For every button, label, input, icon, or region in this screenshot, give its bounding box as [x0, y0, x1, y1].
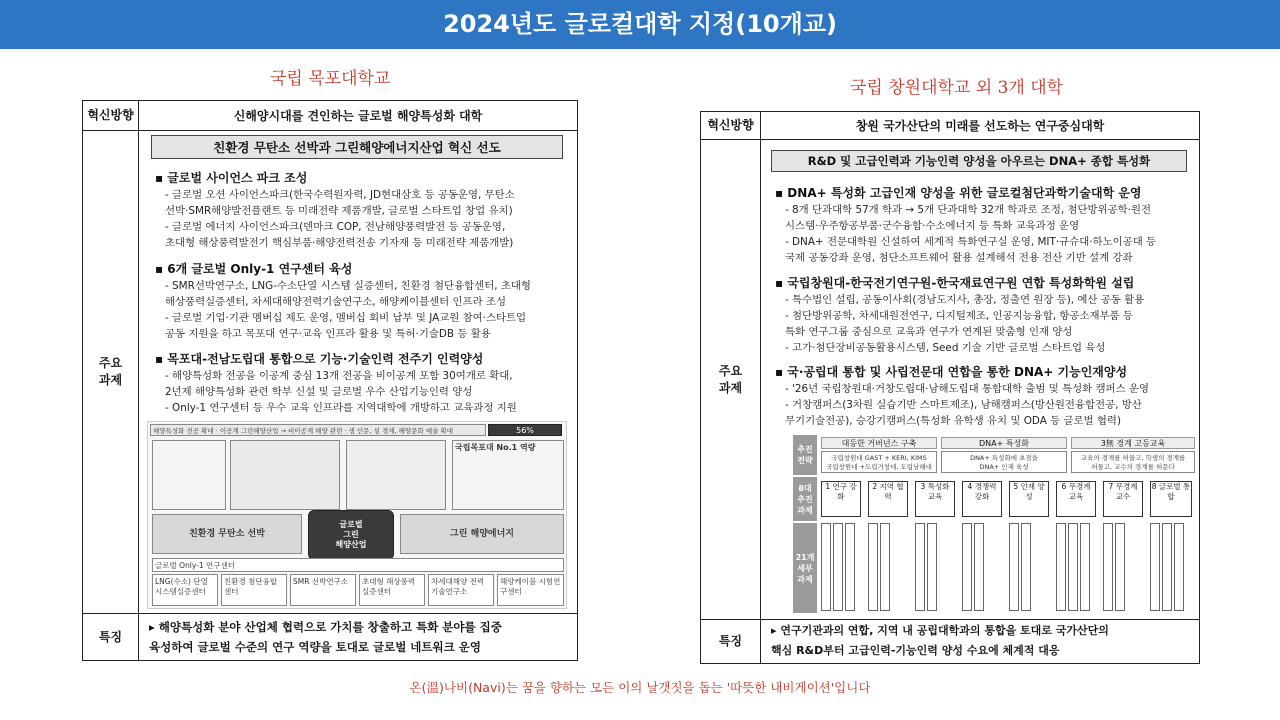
left-section-3-line-1: - 해양특성화 전공을 이공계 중심 13개 전공을 비이공계 포함 30여개로 확대, [165, 370, 513, 382]
diagram-strategy-3: 3無 경계 고등교육 [1071, 437, 1195, 449]
right-section-1-line-4: 국제 공동강좌 운영, 첨단소프트웨어 활용 설계해석 전용 전산 기반 설계 강좌 [785, 252, 1133, 264]
subtask-column [1115, 523, 1125, 611]
left-document [82, 100, 578, 661]
subtask-column [880, 523, 890, 611]
infographic-rank-title: 국립목포대 No.1 역량 [455, 443, 536, 452]
right-feature-label: 특징 [701, 620, 761, 663]
left-feature-line-1: ▸ 해양특성화 분야 산업체 협력으로 가치를 창출하고 특화 분야를 집중 [149, 620, 502, 634]
footer-tagline: 온(溫)나비(Navi)는 꿈을 향하는 모든 이의 날갯짓을 돕는 '따뜻한 내비게이션'입니다 [409, 680, 871, 695]
diagram-task-5: 5 인재 양성 [1009, 481, 1049, 517]
subtask-column [1174, 523, 1184, 611]
diagram-task-2: 2 지역 협력 [868, 481, 908, 517]
left-section-1-line-3: - 글로벌 에너지 사이언스파크(덴마크 COP, 전남해양풍력발전 등 공동운영, [165, 221, 506, 233]
left-feature-label: 특징 [83, 614, 139, 660]
left-direction-label: 혁신방향 [83, 101, 139, 130]
right-section-2-line-1: - 특수법인 설립, 공동이사회(경남도지사, 총장, 정출연 원장 등), 예산 공동 활용 [785, 294, 1145, 306]
subtask-column [915, 523, 925, 611]
subtask-column [1103, 523, 1113, 611]
infographic-map [230, 440, 340, 510]
right-section-3-line-2: - 거창캠퍼스(3차원 실습기반 스마트제조), 남해캠퍼스(방산원전융합전공, 방산 [785, 399, 1142, 411]
right-box-title: R&D 및 고급인력과 기능인력 양성을 아우르는 DNA+ 종합 특성화 [771, 150, 1187, 172]
right-feature-line-1: ▸ 연구기관과의 연합, 지역 내 공립대학과의 통합을 토대로 국가산단의 [771, 624, 1109, 637]
subtask-column [1068, 523, 1078, 611]
left-section-1-title: ▪ 글로벌 사이언스 파크 조성 [155, 171, 308, 185]
subtask-column [1009, 523, 1019, 611]
right-tasks-label: 주요 과제 [701, 140, 761, 619]
infographic-rank-panel [452, 440, 564, 510]
left-feature-line-2: 육성하여 글로벌 수준의 연구 역량을 토대로 글로벌 네트워크 운영 [149, 640, 481, 654]
infographic-center-text: 글로벌 그린 해양산업 [308, 510, 394, 560]
subtask-column [974, 523, 984, 611]
right-section-3-line-1: - '26년 국립창원대·거창도립대·남해도립대 통합대학 출범 및 특성화 캠퍼스 운영 [785, 383, 1150, 395]
right-diagram [793, 435, 1197, 615]
right-section-3-title: ▪ 국·공립대 통합 및 사립전문대 연합을 통한 DNA+ 기능인재양성 [775, 365, 1128, 379]
left-section-3-line-3: - Only-1 연구센터 등 우수 교육 인프라를 지역대학에 개방하고 교육과정 지원 [165, 402, 517, 414]
diagram-task-7: 7 무경계 교수 [1103, 481, 1143, 517]
right-section-1-title: ▪ DNA+ 특성화 고급인재 양성을 위한 글로컬첨단과학기술대학 운영 [775, 186, 1142, 200]
right-document [700, 111, 1200, 664]
subtask-column [868, 523, 878, 611]
left-section-1-line-4: 초대형 해상풍력발전기 핵심부품·해양전력전송 기자재 등 미래전략 제품개발) [165, 237, 514, 249]
infographic-center-2: 친환경 첨단융합센터 [221, 574, 287, 606]
left-direction-row [83, 101, 577, 131]
right-section-2-line-3: 특화 연구그룹 중심으로 교육과 연구가 연계된 맞춤형 인재 양성 [785, 326, 1073, 338]
diagram-task-4: 4 경쟁력 강화 [962, 481, 1002, 517]
diagram-row-label-1: 추진 전략 [793, 435, 817, 475]
left-tasks-label: 주요 과제 [83, 131, 139, 613]
right-section-1-line-2: 시스템·우주항공부품·군수융합·수소에너지 등 특화 교육과정 운영 [785, 220, 1080, 232]
diagram-row-label-2: 8대 추진 과제 [793, 477, 817, 521]
right-feature-row [701, 620, 1199, 663]
diagram-row-label-3: 21개 세부 과제 [793, 523, 817, 613]
subtask-column [821, 523, 831, 611]
left-section-3-title: ▪ 목포대-전남도립대 통합으로 기능·기술인력 전주기 인력양성 [155, 352, 484, 366]
right-section-3-line-3: 무기기술전공), 승강기캠퍼스(특성화 유학생 유치 및 ODA 등 글로벌 협력) [785, 415, 1121, 427]
left-tasks-row [83, 131, 577, 614]
infographic-banner: 해양특성화 전공 확대 · 이공계 그린해양산업 → 비이공계 해양 관련 · 생 인문, 섬 경제, 해양문화 예술 확대 [150, 424, 486, 436]
left-section-1-line-1: - 글로벌 오션 사이언스파크(한국수력원자력, JD현대삼호 등 공동운영, 무탄소 [165, 189, 515, 201]
right-section-2-line-2: - 첨단방위공학, 차세대원전연구, 디지털제조, 인공지능융합, 항공소재부품 등 [785, 310, 1133, 322]
diagram-subtask-columns [821, 523, 1193, 613]
diagram-task-3: 3 특성화 교육 [915, 481, 955, 517]
left-section-2-line-2: 해상풍력실증센터, 차세대해양전력기술연구소, 해양케이블센터 인프라 조성 [165, 296, 507, 308]
infographic-bottom-title: 글로벌 Only-1 연구센터 [152, 558, 564, 572]
right-direction-text: 창원 국가산단의 미래를 선도하는 연구중심대학 [855, 119, 1105, 133]
subtask-column [962, 523, 972, 611]
infographic-center-6: 해양케이블 시험연구센터 [497, 574, 564, 606]
subtask-column [1150, 523, 1160, 611]
right-university-heading: 국립 창원대학교 외 3개 대학 [850, 78, 1064, 98]
infographic-center-5: 차세대해양 전력기술연구소 [428, 574, 494, 606]
infographic-left-text: 친환경 무탄소 선박 [152, 514, 302, 554]
right-direction-label: 혁신방향 [701, 112, 761, 139]
right-section-2-line-4: - 고가·첨단장비공동활용시스템, Seed 기술 기반 글로벌 스타트업 육성 [785, 342, 1106, 354]
left-section-2-line-1: - SMR선박연구소, LNG-수소단열 시스템 실증센터, 친환경 첨단융합센터, 초대형 [165, 280, 531, 292]
left-section-2-line-3: - 글로벌 기업·기관 멤버십 제도 운영, 멤버십 회비 납부 및 JA교원 참여·스타트업 [165, 312, 527, 324]
infographic-center-1: LNG(수소) 단열시스템실증센터 [152, 574, 218, 606]
infographic-center-4: 초대형 해상풍력실증센터 [359, 574, 425, 606]
diagram-strategy-note-1: 국립창원대 GAST + KERI, KIMS 국립창원대 +도립거창대, 도립남해대 [821, 451, 937, 473]
diagram-strategy-note-2: DNA+ 특성화에 초점을 DNA+ 인재 육성 [941, 451, 1067, 473]
right-feature-line-2: 핵심 R&D부터 고급인력-기능인력 양성 수요에 체계적 대응 [771, 644, 1060, 657]
infographic-center-3: SMR 선박연구소 [290, 574, 356, 606]
left-feature-row [83, 614, 577, 660]
left-section-2-title: ▪ 6개 글로벌 Only-1 연구센터 육성 [155, 262, 353, 276]
left-infographic [147, 421, 567, 609]
diagram-task-1: 1 연구 강화 [821, 481, 861, 517]
diagram-strategy-note-3: 교육의 경계를 허물고, 학생의 경계를 허물고, 교수의 경계를 허문다 [1071, 451, 1195, 473]
infographic-right-text: 그린 해양에너지 [400, 514, 564, 554]
diagram-task-6: 6 무경계 교육 [1056, 481, 1096, 517]
subtask-column [845, 523, 855, 611]
infographic-panel-1 [152, 440, 226, 510]
subtask-column [927, 523, 937, 611]
right-section-2-title: ▪ 국립창원대-한국전기연구원-한국재료연구원 연합 특성화학원 설립 [775, 276, 1135, 290]
diagram-strategy-2: DNA+ 특성화 [941, 437, 1067, 449]
left-direction-text: 신해양시대를 견인하는 글로벌 해양특성화 대학 [233, 109, 483, 123]
subtask-column [1056, 523, 1066, 611]
left-section-3-line-2: 2년제 해양특성화 관련 학부 신설 및 글로벌 우수 산업기능인력 양성 [165, 386, 473, 398]
infographic-banner-value: 56% [488, 424, 562, 436]
infographic-panel-2 [346, 440, 446, 510]
left-box-title: 친환경 무탄소 선박과 그린해양에너지산업 혁신 선도 [151, 135, 563, 159]
subtask-column [1162, 523, 1172, 611]
diagram-strategy-1: 대등한 거버넌스 구축 [821, 437, 937, 449]
right-direction-row [701, 112, 1199, 140]
subtask-column [1080, 523, 1090, 611]
left-section-2-line-4: 공동 지원을 하고 목포대 연구·교육 인프라 활용 및 특허·기술DB 등 활용 [165, 328, 491, 340]
subtask-column [1021, 523, 1031, 611]
left-section-1-line-2: 선박·SMR해양발전플랜트 등 미래전략 제품개발, 글로벌 스타트업 창업 유치) [165, 205, 513, 217]
right-section-1-line-1: - 8개 단과대학 57개 학과 → 5개 단과대학 32개 학과로 조정, 첨단방위공학·원전 [785, 204, 1152, 216]
page-title: 2024년도 글로컬대학 지정(10개교) [0, 0, 1280, 49]
right-section-1-line-3: - DNA+ 전문대학원 신설하여 세계적 특화연구실 운영, MIT·규슈대·하노이공대 등 [785, 236, 1157, 248]
diagram-task-8: 8 글로벌 통합 [1150, 481, 1192, 517]
subtask-column [833, 523, 843, 611]
left-university-heading: 국립 목포대학교 [270, 69, 391, 89]
